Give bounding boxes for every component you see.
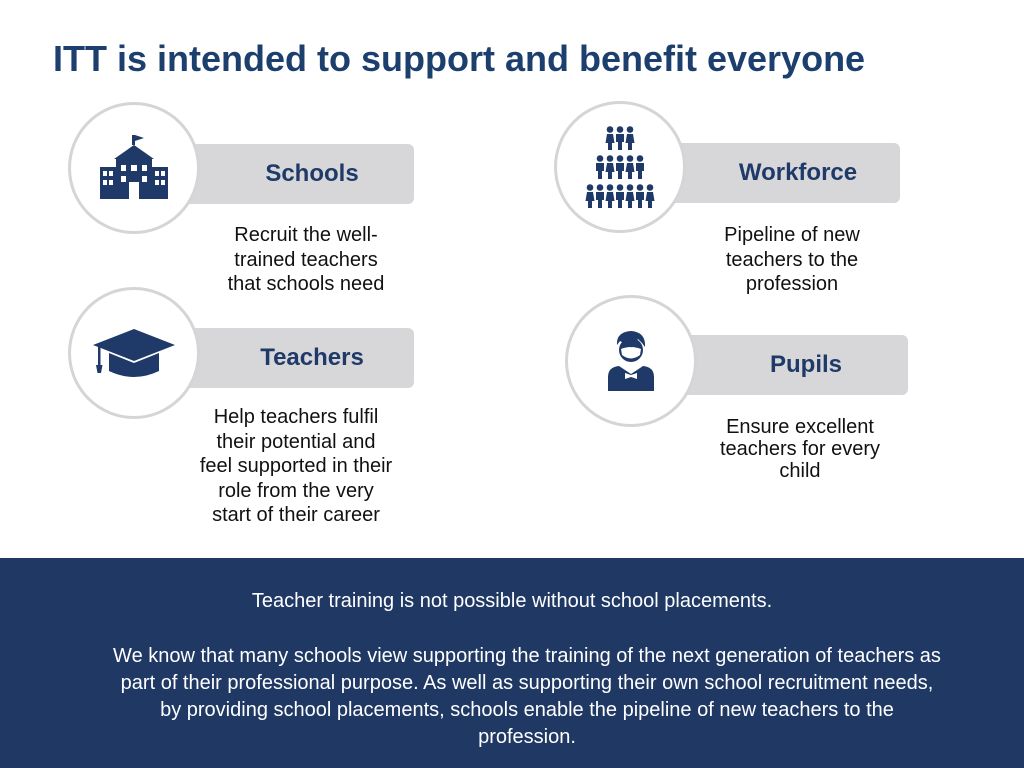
schools-label: Schools bbox=[265, 160, 359, 187]
schools-circle bbox=[68, 102, 200, 234]
workforce-circle bbox=[554, 101, 686, 233]
teachers-circle bbox=[68, 287, 200, 419]
schools-description: Recruit the well- trained teachers that schools need bbox=[227, 224, 385, 295]
people-crowd-icon bbox=[582, 124, 658, 210]
pupil-icon bbox=[606, 329, 656, 393]
graduation-cap-icon bbox=[91, 327, 177, 379]
teachers-description: Help teachers fulfil their potential and feel supported in their role from the very start of their career bbox=[199, 406, 393, 526]
page-title: ITT is intended to support and benefit everyone bbox=[53, 38, 866, 79]
pupils-circle bbox=[565, 295, 697, 427]
teachers-label: Teachers bbox=[260, 344, 364, 371]
footer-line-1: Teacher training is not possible without school placements. bbox=[251, 590, 773, 612]
workforce-description: Pipeline of new teachers to the profession bbox=[724, 224, 860, 295]
footer-banner bbox=[0, 558, 1024, 768]
workforce-label: Workforce bbox=[738, 159, 858, 186]
pupils-label: Pupils bbox=[769, 351, 842, 378]
school-building-icon bbox=[98, 135, 170, 201]
footer-line-2: We know that many schools view supporting the training of the next generation of teachers as part of their professional purpose. As well as supporting their own school recruitment needs, by providing school placements, schools enable the pipeline of new teachers to the profession. bbox=[113, 645, 941, 748]
pupils-description: Ensure excellent teachers for every child bbox=[719, 416, 881, 482]
